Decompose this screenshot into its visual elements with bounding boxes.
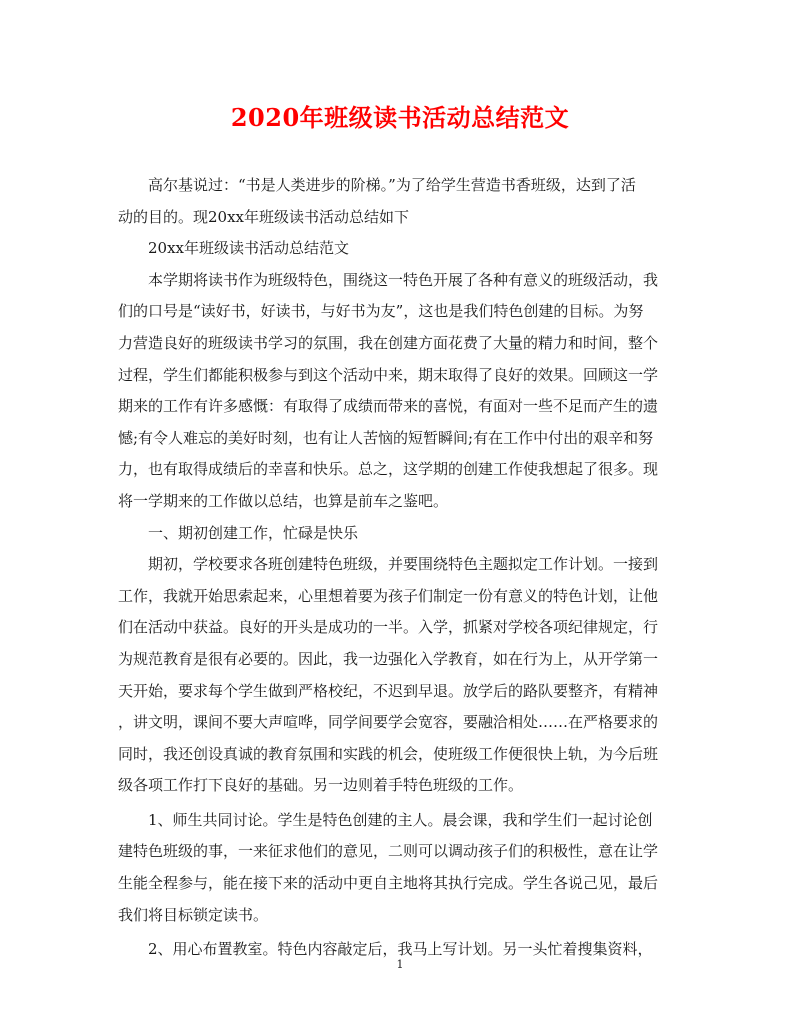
- subtitle-line: 20xx年班级读书活动总结范文: [148, 239, 350, 258]
- paragraph-line: 本学期将读书作为班级特色，围绕这一特色开展了各种有意义的班级活动，我: [148, 270, 659, 289]
- paragraph-line: 我们将目标锁定读书。: [118, 905, 269, 924]
- document-title: 2020年班级读书活动总结范文: [230, 103, 570, 132]
- paragraph-line: ，讲文明，课间不要大声喧哗，同学间要学会宽容，要融洽相处……在严格要求的: [118, 713, 659, 732]
- section-heading: 一、期初创建工作，忙碌是快乐: [148, 523, 359, 542]
- paragraph-line: 们在活动中获益。良好的开头是成功的一半。入学，抓紧对学校各项纪律规定，行: [118, 618, 659, 637]
- paragraph-line: 生能全程参与，能在接下来的活动中更自主地将其执行完成。学生各说己见，最后: [118, 874, 659, 893]
- paragraph-line: 力，也有取得成绩后的幸喜和快乐。总之，这学期的创建工作使我想起了很多。现: [118, 460, 659, 479]
- paragraph-line: 同时，我还创设真诚的教育氛围和实践的机会，使班级工作便很快上轨，为今后班: [118, 744, 659, 763]
- document-body: [118, 170, 686, 966]
- paragraph-line: 将一学期来的工作做以总结，也算是前车之鉴吧。: [118, 491, 449, 510]
- paragraph-line: 力营造良好的班级读书学习的氛围，我在创建方面花费了大量的精力和时间，整个: [118, 333, 659, 352]
- paragraph-line: 憾;有令人难忘的美好时刻，也有让人苦恼的短暂瞬间;有在工作中付出的艰辛和努: [118, 428, 654, 447]
- paragraph-line: 为规范教育是很有必要的。因此，我一边强化入学教育，如在行为上，从开学第一: [118, 649, 659, 668]
- paragraph-line: 过程，学生们都能积极参与到这个活动中来，期末取得了良好的效果。回顾这一学: [118, 365, 659, 384]
- paragraph-line: 1、师生共同讨论。学生是特色创建的主人。晨会课，我和学生们一起讨论创: [148, 810, 653, 829]
- paragraph-line: 期来的工作有许多感慨：有取得了成绩而带来的喜悦，有面对一些不足而产生的遗: [118, 397, 659, 416]
- paragraph-line: 动的目的。现20xx年班级读书活动总结如下: [118, 207, 410, 226]
- paragraph-line: 期初，学校要求各班创建特色班级，并要围绕特色主题拟定工作计划。一接到: [148, 555, 659, 574]
- paragraph-line: 天开始，要求每个学生做到严格校纪，不迟到早退。放学后的路队要整齐，有精神: [118, 681, 659, 700]
- page-number: 1: [396, 958, 404, 971]
- paragraph-line: 2、用心布置教室。特色内容敲定后，我马上写计划。另一头忙着搜集资料，: [148, 940, 653, 959]
- paragraph-line: 高尔基说过：“书是人类进步的阶梯。”为了给学生营造书香班级，达到了活: [148, 176, 636, 194]
- paragraph-line: 建特色班级的事，一来征求他们的意见，二则可以调动孩子们的积极性，意在让学: [118, 842, 659, 861]
- paragraph-line: 们的口号是“读好书，好读书，与好书为友”，这也是我们特色创建的目标。为努: [118, 302, 644, 321]
- paragraph-line: 级各项工作打下良好的基础。另一边则着手特色班级的工作。: [118, 776, 524, 795]
- paragraph-line: 工作，我就开始思索起来，心里想着要为孩子们制定一份有意义的特色计划，让他: [118, 586, 659, 605]
